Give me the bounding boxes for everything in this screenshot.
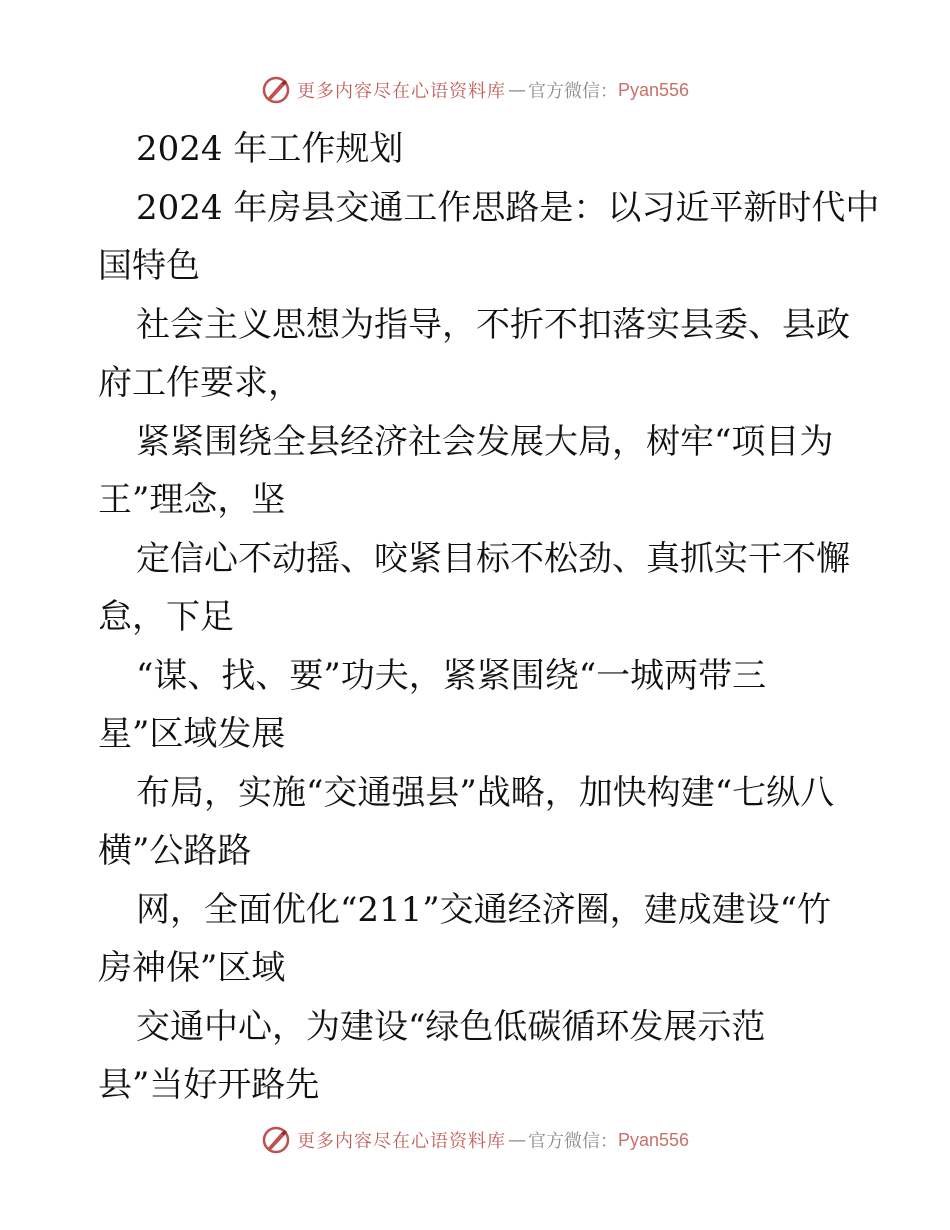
watermark-label: 官方微信： (527, 1131, 618, 1152)
text-line: 县”当好开路先 (98, 1065, 320, 1105)
pen-logo-icon (261, 75, 291, 105)
text-line: 紧紧围绕全县经济社会发展大局，树牢“项目为 (136, 421, 834, 462)
text-line: 布局，实施“交通强县”战略，加快构建“七纵八 (136, 772, 835, 813)
watermark-text: 更多内容尽在心语资料库 (296, 81, 506, 102)
watermark-dash: — (507, 79, 526, 101)
text-line: 交通中心，为建设“绿色低碳循环发展示范 (136, 1006, 766, 1047)
watermark-id: Pyan556 (617, 1129, 690, 1150)
text-line: 国特色 (98, 246, 200, 286)
text-line: 2024 年工作规划 (136, 129, 404, 169)
watermark-header (0, 70, 950, 110)
text-line: “谋、找、要”功夫，紧紧围绕“一城两带三 (136, 655, 767, 696)
text-line: 房神保”区域 (98, 948, 286, 988)
text-line: 横”公路路 (98, 831, 252, 871)
text-line: 2024 年房县交通工作思路是：以习近平新时代中 (136, 187, 880, 228)
text-line: 星”区域发展 (98, 714, 286, 754)
pen-logo-icon (261, 1125, 291, 1155)
watermark-id: Pyan556 (617, 79, 690, 100)
text-line: 怠，下足 (98, 597, 234, 637)
text-line: 社会主义思想为指导，不折不扣落实县委、县政 (136, 304, 850, 345)
watermark-text: 更多内容尽在心语资料库 (296, 1131, 506, 1152)
text-line: 王”理念，坚 (98, 480, 286, 520)
text-line: 府工作要求， (98, 363, 302, 403)
watermark-label: 官方微信： (527, 81, 618, 102)
document-body (98, 120, 880, 1115)
watermark-dash: — (507, 1129, 526, 1151)
watermark-footer (0, 1120, 950, 1160)
text-line: 网，全面优化“211”交通经济圈，建成建设“竹 (136, 889, 832, 930)
text-line: 定信心不动摇、咬紧目标不松劲、真抓实干不懈 (136, 538, 850, 579)
